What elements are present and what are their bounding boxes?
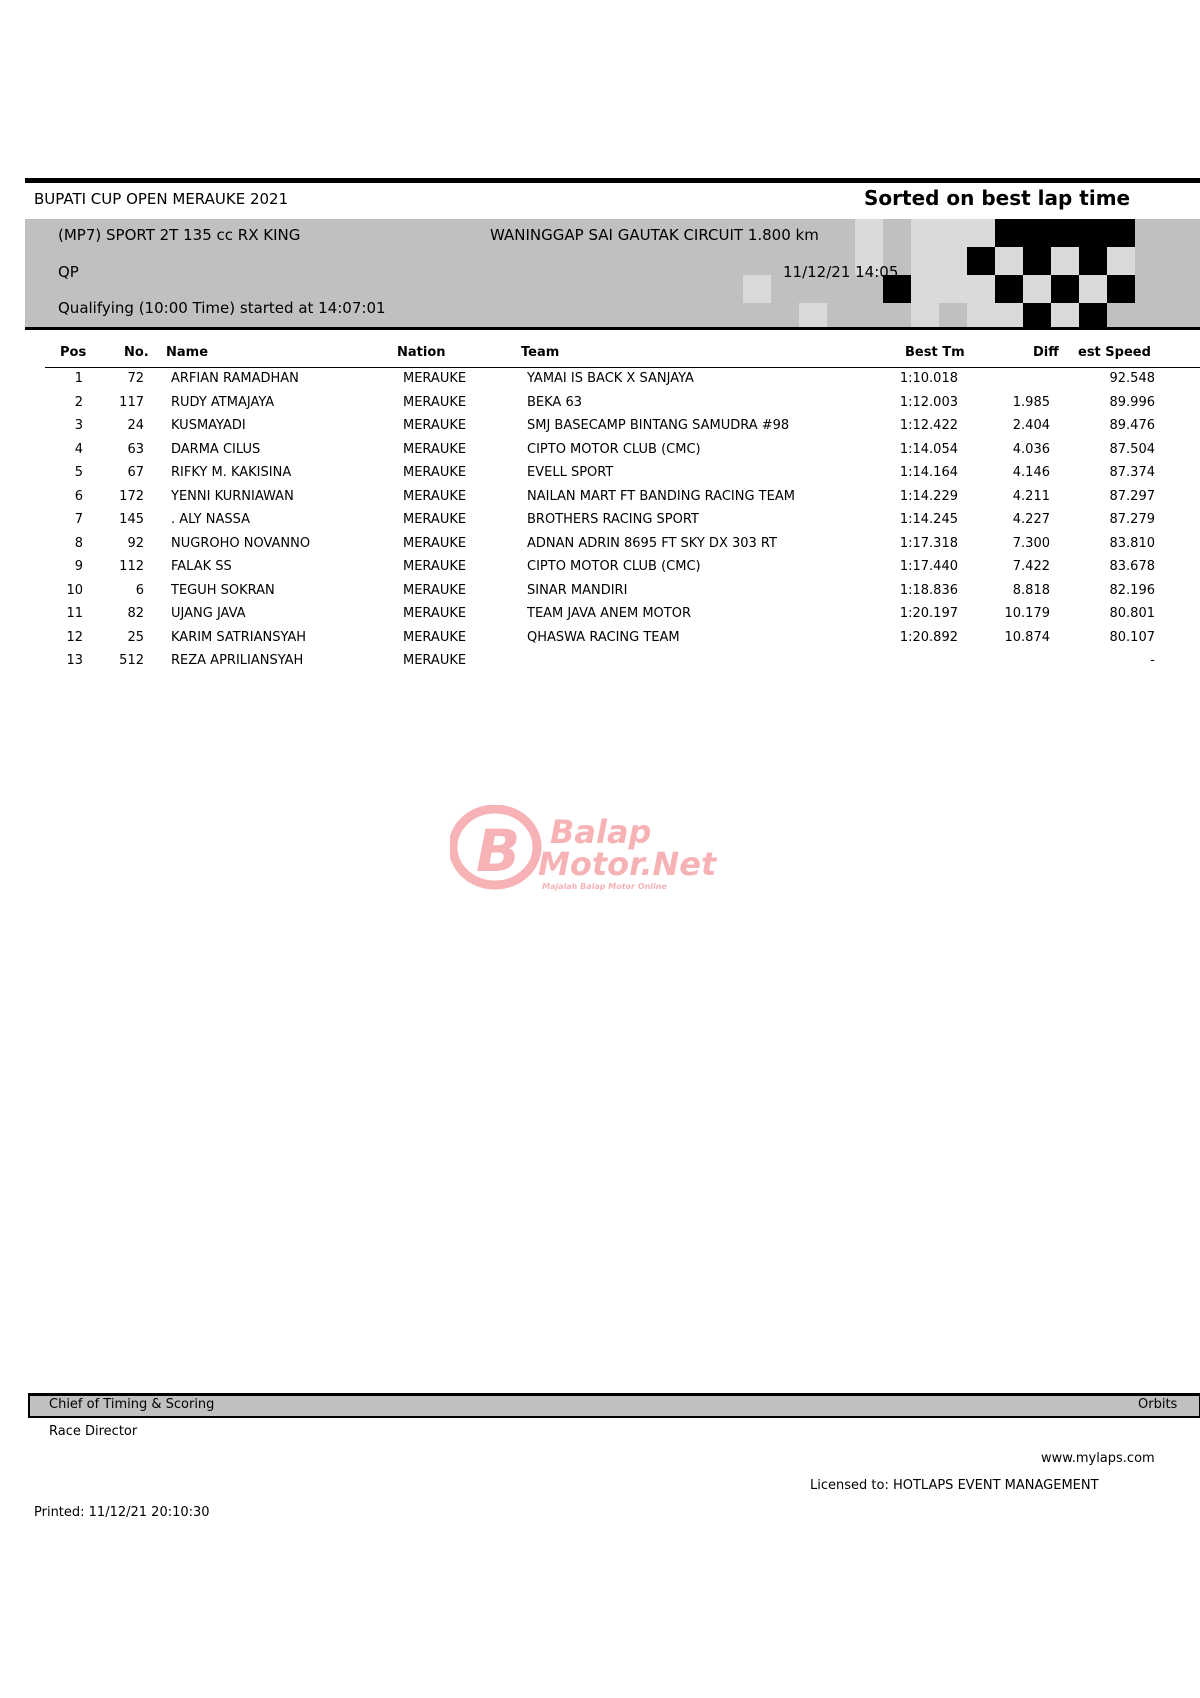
cell-name: ARFIAN RAMADHAN — [171, 371, 299, 386]
cell-best-tm: 1:14.164 — [899, 465, 958, 480]
flag-square — [967, 247, 995, 275]
cell-best-tm: 1:12.003 — [899, 394, 958, 410]
cell-diff: 8.818 — [1012, 582, 1050, 598]
session-datetime: 11/12/21 14:05 — [783, 263, 899, 281]
cell-nation: MERAUKE — [403, 559, 467, 574]
cell-speed: 80.801 — [1109, 606, 1155, 621]
cell-diff: 4.146 — [1012, 465, 1050, 480]
cell-team: ADNAN ADRIN 8695 FT SKY DX 303 RT — [527, 535, 777, 551]
cell-pos: 13 — [66, 653, 83, 668]
col-besttm-header: Best Tm — [905, 345, 965, 360]
cell-team: EVELL SPORT — [527, 465, 614, 480]
cell-nation: MERAUKE — [403, 512, 467, 527]
col-speed-header: est Speed — [1078, 345, 1151, 360]
cell-best-tm: 1:14.054 — [899, 441, 958, 457]
cell-no: 24 — [127, 418, 144, 433]
event-title: BUPATI CUP OPEN MERAUKE 2021 — [34, 190, 289, 208]
col-diff-header: Diff — [1033, 345, 1059, 360]
cell-speed: 83.678 — [1109, 559, 1155, 574]
cell-name: TEGUH SOKRAN — [171, 582, 275, 598]
chief-timing-label: Chief of Timing & Scoring — [49, 1397, 215, 1412]
cell-pos: 7 — [74, 512, 83, 527]
cell-name: REZA APRILIANSYAH — [171, 653, 304, 668]
cell-nation: MERAUKE — [403, 394, 467, 410]
cell-team: NAILAN MART FT BANDING RACING TEAM — [527, 488, 795, 504]
flag-square — [911, 303, 939, 327]
cell-speed: 89.996 — [1109, 394, 1155, 410]
cell-name: UJANG JAVA — [171, 606, 246, 621]
cell-best-tm: 1:20.197 — [899, 606, 958, 621]
balapmotor-watermark-logo — [450, 805, 750, 895]
cell-team: BROTHERS RACING SPORT — [527, 512, 699, 527]
flag-square — [911, 275, 939, 303]
cell-best-tm: 1:17.440 — [899, 559, 958, 574]
cell-nation: MERAUKE — [403, 441, 467, 457]
cell-team: BEKA 63 — [527, 394, 582, 410]
cell-name: KUSMAYADI — [171, 418, 246, 433]
cell-no: 72 — [127, 371, 144, 386]
flag-square — [995, 219, 1023, 247]
cell-speed: 82.196 — [1109, 582, 1155, 598]
flag-square — [911, 219, 939, 247]
website-link[interactable]: www.mylaps.com — [1041, 1451, 1155, 1466]
cell-speed: 92.548 — [1109, 371, 1155, 386]
svg-text:Balap: Balap — [550, 813, 652, 851]
svg-text:B: B — [476, 817, 521, 885]
cell-pos: 3 — [74, 418, 83, 433]
cell-nation: MERAUKE — [403, 418, 467, 433]
cell-no: 6 — [135, 582, 144, 598]
flag-square — [1051, 219, 1079, 247]
printed-timestamp: Printed: 11/12/21 20:10:30 — [34, 1505, 210, 1520]
cell-no: 82 — [127, 606, 144, 621]
col-nation-header: Nation — [397, 345, 446, 360]
flag-square — [743, 275, 771, 303]
table-row — [0, 630, 1200, 653]
cell-nation: MERAUKE — [403, 606, 467, 621]
race-director-label: Race Director — [49, 1424, 138, 1439]
svg-text:Motor.Net: Motor.Net — [538, 845, 717, 883]
cell-nation: MERAUKE — [403, 582, 467, 598]
table-row — [0, 583, 1200, 606]
flag-square — [967, 275, 995, 303]
col-no-header: No. — [124, 345, 149, 360]
class-name: (MP7) SPORT 2T 135 cc RX KING — [58, 226, 301, 244]
cell-name: RUDY ATMAJAYA — [171, 394, 275, 410]
cell-best-tm: 1:20.892 — [899, 629, 958, 645]
cell-team: YAMAI IS BACK X SANJAYA — [527, 371, 694, 386]
flag-square — [939, 219, 967, 247]
cell-diff: 4.036 — [1012, 441, 1050, 457]
cell-nation: MERAUKE — [403, 371, 467, 386]
cell-speed: - — [1150, 653, 1155, 668]
cell-nation: MERAUKE — [403, 465, 467, 480]
table-row — [0, 418, 1200, 441]
header-rule — [45, 367, 1200, 368]
flag-square — [995, 247, 1023, 275]
cell-speed: 87.504 — [1109, 441, 1155, 457]
cell-pos: 2 — [74, 394, 83, 410]
flag-square — [1107, 219, 1135, 247]
cell-no: 63 — [127, 441, 144, 457]
cell-pos: 6 — [74, 488, 83, 504]
top-rule — [25, 178, 1200, 183]
cell-no: 67 — [127, 465, 144, 480]
band-bottom-rule — [25, 327, 1200, 330]
table-row — [0, 371, 1200, 394]
session-code: QP — [58, 263, 79, 281]
flag-square — [995, 275, 1023, 303]
table-row — [0, 559, 1200, 582]
flag-square — [1079, 275, 1107, 303]
table-row — [0, 653, 1200, 676]
flag-square — [967, 219, 995, 247]
cell-name: KARIM SATRIANSYAH — [171, 629, 307, 645]
cell-best-tm: 1:10.018 — [899, 371, 958, 386]
cell-pos: 8 — [74, 535, 83, 551]
cell-speed: 83.810 — [1109, 535, 1155, 551]
flag-square — [1023, 247, 1051, 275]
cell-team: SINAR MANDIRI — [527, 582, 628, 598]
cell-best-tm: 1:14.229 — [899, 488, 958, 504]
cell-team: TEAM JAVA ANEM MOTOR — [527, 606, 691, 621]
flag-square — [799, 303, 827, 327]
cell-team: QHASWA RACING TEAM — [527, 629, 680, 645]
flag-square — [1023, 275, 1051, 303]
cell-best-tm: 1:17.318 — [899, 535, 958, 551]
col-team-header: Team — [521, 345, 560, 360]
table-row — [0, 512, 1200, 535]
cell-name: FALAK SS — [171, 559, 232, 574]
cell-speed: 89.476 — [1109, 418, 1155, 433]
cell-pos: 9 — [74, 559, 83, 574]
cell-speed: 87.374 — [1109, 465, 1155, 480]
cell-speed: 80.107 — [1109, 629, 1155, 645]
flag-square — [1023, 219, 1051, 247]
flag-square — [1051, 275, 1079, 303]
cell-no: 117 — [119, 394, 144, 410]
cell-name: RIFKY M. KAKISINA — [171, 465, 292, 480]
cell-pos: 4 — [74, 441, 83, 457]
cell-diff: 1.985 — [1012, 394, 1050, 410]
cell-pos: 10 — [66, 582, 83, 598]
cell-diff: 4.227 — [1012, 512, 1050, 527]
cell-no: 25 — [127, 629, 144, 645]
cell-team: SMJ BASECAMP BINTANG SAMUDRA #98 — [527, 418, 790, 433]
cell-name: NUGROHO NOVANNO — [171, 535, 311, 551]
flag-square — [995, 303, 1023, 327]
flag-square — [967, 303, 995, 327]
col-name-header: Name — [166, 345, 209, 360]
flag-square — [939, 275, 967, 303]
svg-text:Majalah Balap Motor Online: Majalah Balap Motor Online — [542, 882, 667, 891]
cell-team: CIPTO MOTOR CLUB (CMC) — [527, 441, 701, 457]
orbits-label: Orbits — [1138, 1397, 1178, 1412]
cell-best-tm: 1:18.836 — [899, 582, 958, 598]
flag-square — [1107, 275, 1135, 303]
session-info: Qualifying (10:00 Time) started at 14:07:01 — [58, 299, 386, 317]
cell-diff: 10.179 — [1004, 606, 1050, 621]
cell-pos: 12 — [66, 629, 83, 645]
cell-no: 172 — [119, 488, 144, 504]
cell-no: 92 — [127, 535, 144, 551]
cell-diff: 7.300 — [1012, 535, 1050, 551]
flag-square — [855, 219, 883, 247]
cell-speed: 87.279 — [1109, 512, 1155, 527]
table-row — [0, 536, 1200, 559]
cell-name: YENNI KURNIAWAN — [171, 488, 294, 504]
table-row — [0, 465, 1200, 488]
cell-no: 112 — [119, 559, 144, 574]
cell-nation: MERAUKE — [403, 653, 467, 668]
cell-no: 512 — [119, 653, 144, 668]
table-row — [0, 442, 1200, 465]
cell-best-tm: 1:14.245 — [899, 512, 958, 527]
flag-square — [1051, 303, 1079, 327]
cell-name: . ALY NASSA — [171, 512, 251, 527]
cell-team: CIPTO MOTOR CLUB (CMC) — [527, 559, 701, 574]
cell-pos: 1 — [74, 371, 83, 386]
sort-label: Sorted on best lap time — [864, 186, 1131, 210]
flag-square — [939, 247, 967, 275]
session-band — [25, 219, 1200, 327]
cell-no: 145 — [119, 512, 144, 527]
cell-diff: 7.422 — [1012, 559, 1050, 574]
cell-nation: MERAUKE — [403, 629, 467, 645]
flag-square — [1051, 247, 1079, 275]
table-row — [0, 606, 1200, 629]
flag-square — [1079, 303, 1107, 327]
cell-diff: 2.404 — [1012, 418, 1050, 433]
flag-square — [911, 247, 939, 275]
flag-square — [1107, 247, 1135, 275]
cell-pos: 11 — [66, 606, 83, 621]
cell-diff: 10.874 — [1004, 629, 1050, 645]
cell-best-tm: 1:12.422 — [899, 418, 958, 433]
table-row — [0, 395, 1200, 418]
cell-nation: MERAUKE — [403, 488, 467, 504]
cell-diff: 4.211 — [1012, 488, 1050, 504]
table-row — [0, 489, 1200, 512]
license-text: Licensed to: HOTLAPS EVENT MANAGEMENT — [810, 1478, 1099, 1493]
cell-name: DARMA CILUS — [171, 441, 261, 457]
flag-square — [1079, 247, 1107, 275]
cell-nation: MERAUKE — [403, 535, 467, 551]
cell-pos: 5 — [74, 465, 83, 480]
col-pos-header: Pos — [60, 345, 87, 360]
flag-square — [1023, 303, 1051, 327]
cell-speed: 87.297 — [1109, 488, 1155, 504]
circuit-name: WANINGGAP SAI GAUTAK CIRCUIT 1.800 km — [490, 226, 819, 244]
flag-square — [1079, 219, 1107, 247]
